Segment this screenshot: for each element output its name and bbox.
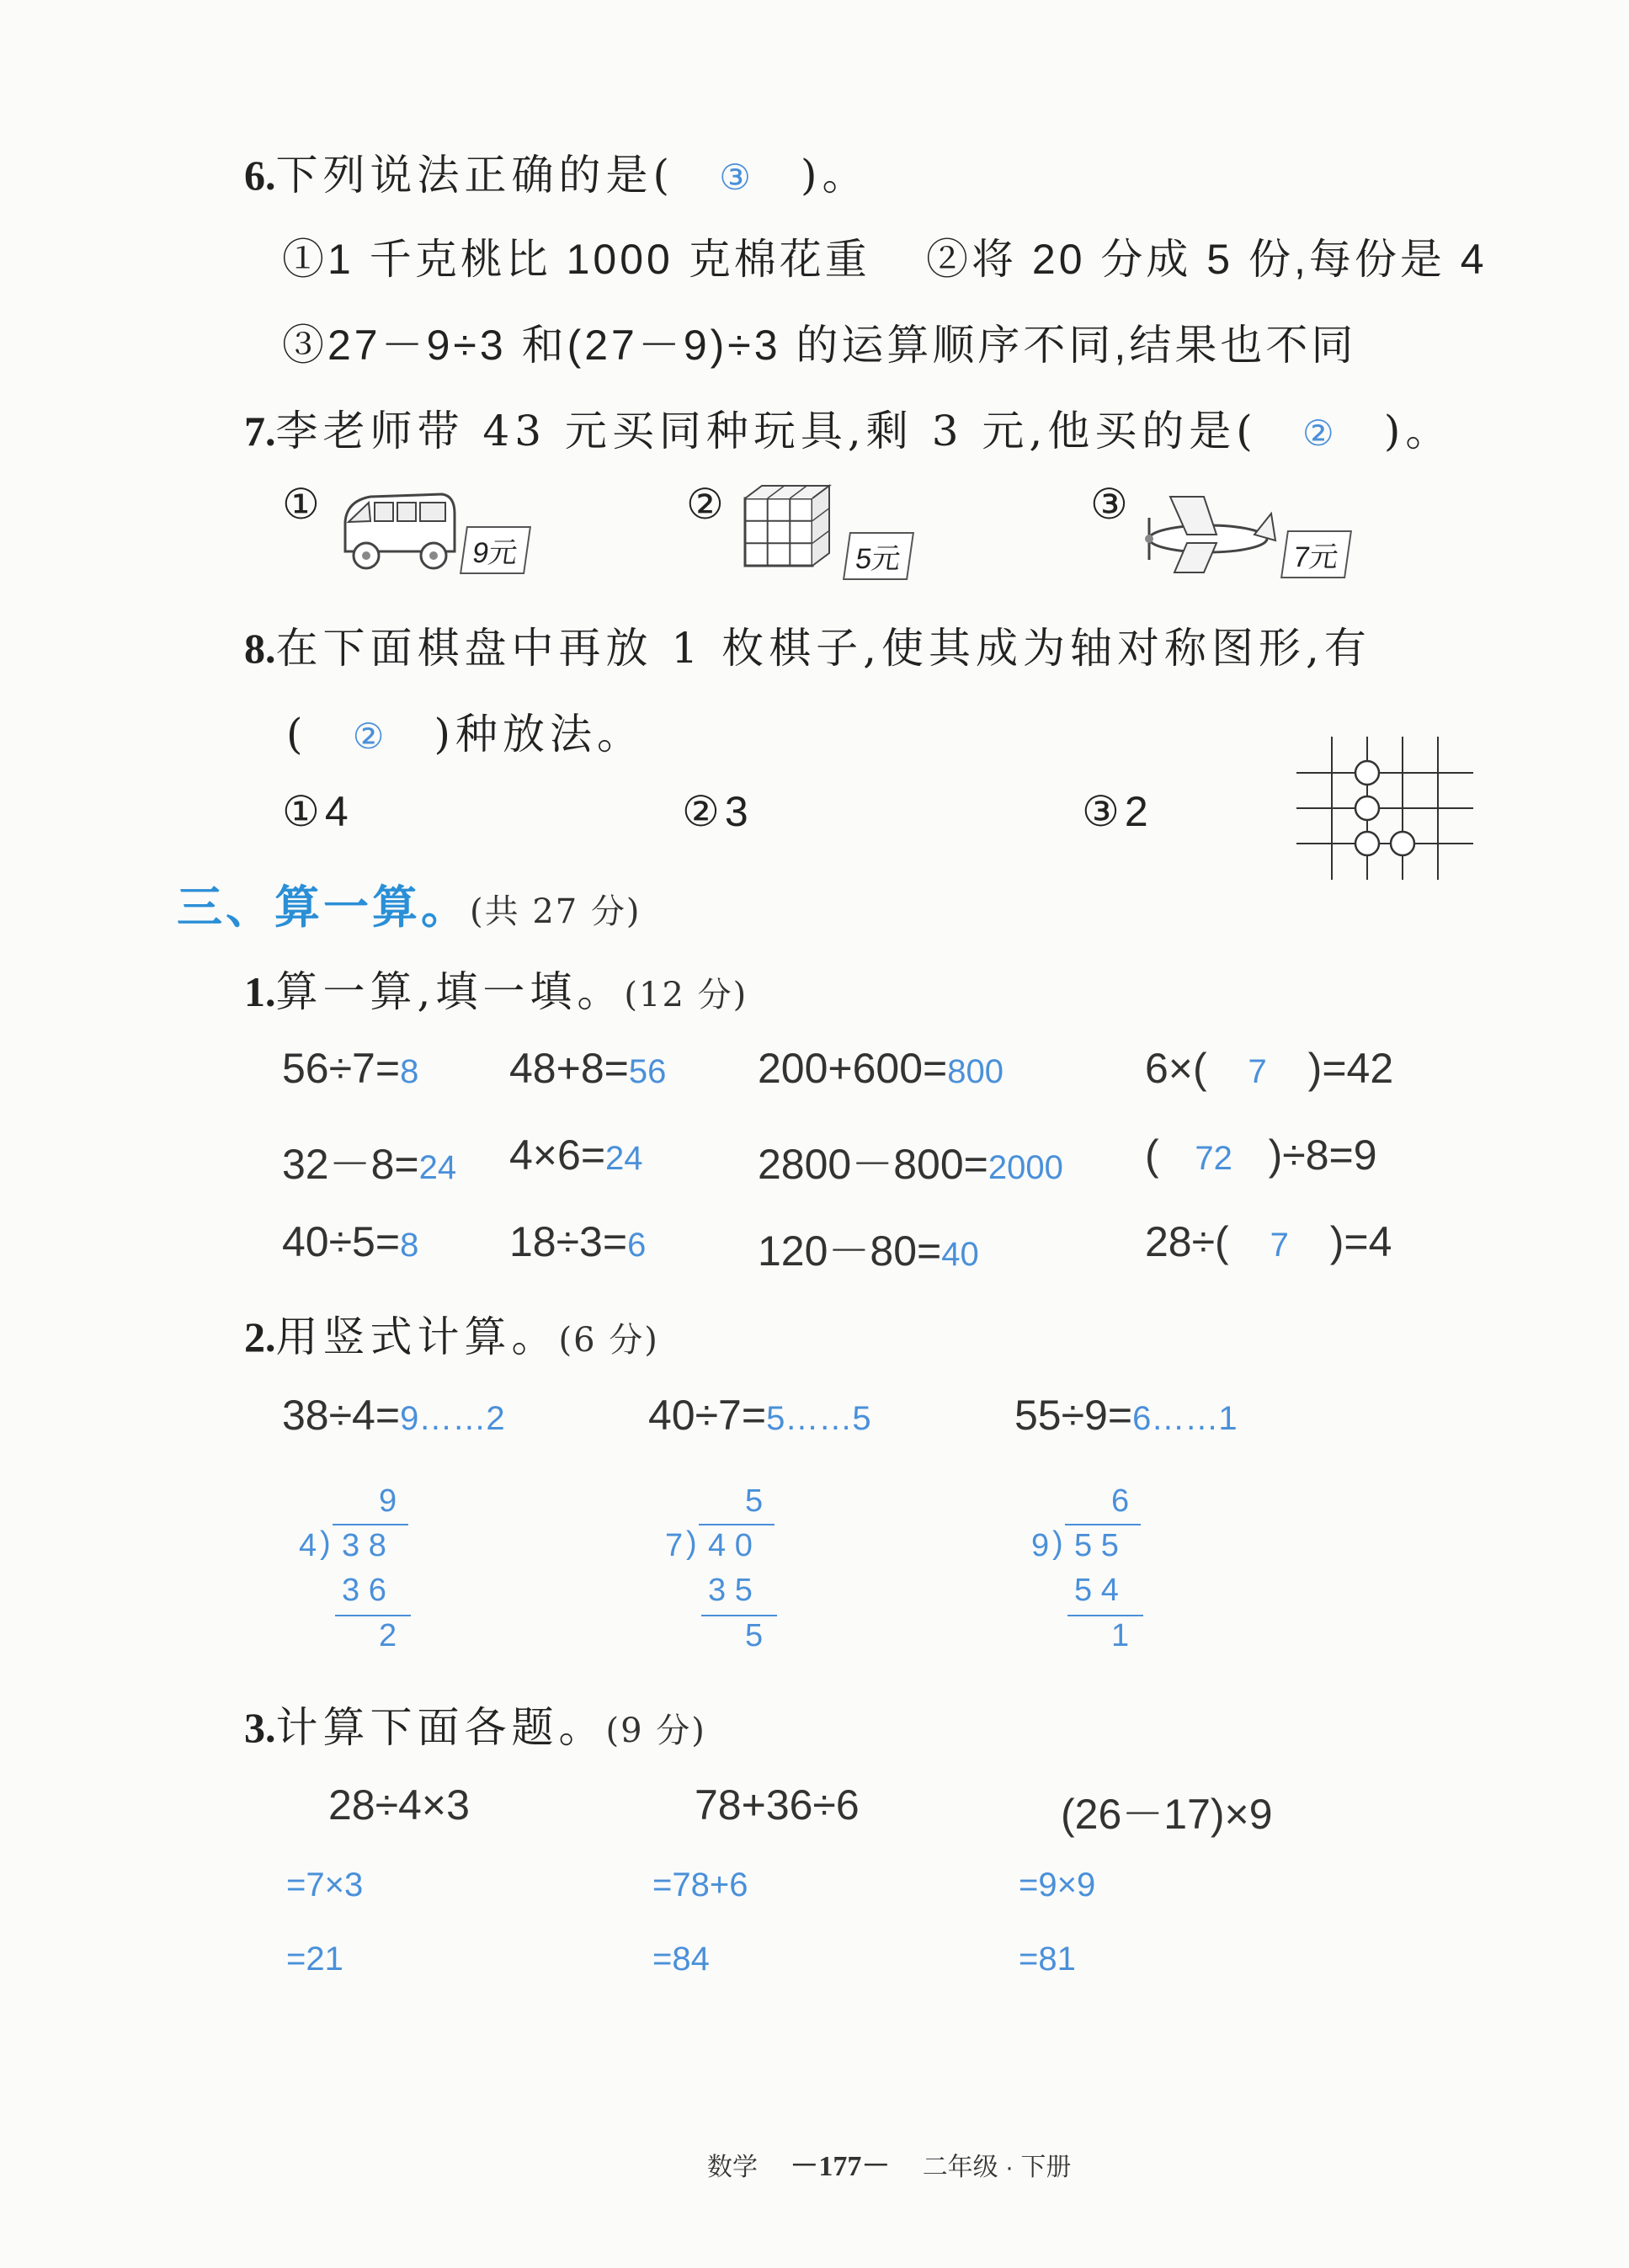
q6-stem-text: 下列说法正确的是( bbox=[275, 151, 675, 200]
part2-title: 用竖式计算。 bbox=[275, 1312, 559, 1361]
footer-subject: 数学 bbox=[707, 2154, 758, 2181]
division-expr-2: 40÷7=5……5 bbox=[648, 1392, 871, 1439]
part2-heading bbox=[244, 1303, 659, 1364]
calc-row2-item4: ( 72 )÷8=9 bbox=[1145, 1131, 1377, 1179]
q7-option-3-mark: ③ bbox=[1090, 481, 1133, 528]
part1-number: 1. bbox=[244, 968, 276, 1015]
ld1-quotient: 9 bbox=[379, 1483, 397, 1519]
q8-blank-line bbox=[286, 700, 644, 761]
calc-row1-item2: 48+8=56 bbox=[509, 1045, 667, 1092]
q6-number: 6. bbox=[244, 152, 276, 199]
calc-row3-item4: 28÷( 7 )=4 bbox=[1145, 1218, 1392, 1265]
q7-option-1-mark: ① bbox=[282, 481, 325, 528]
van-icon bbox=[337, 484, 463, 577]
q8-number: 8. bbox=[244, 625, 276, 672]
q6-answer: ③ bbox=[719, 157, 756, 197]
part3-points: (9 分) bbox=[605, 1712, 706, 1750]
calc-row2-item1: 32－8=24 bbox=[282, 1141, 457, 1188]
q8-option-3: ③2 bbox=[1082, 788, 1153, 835]
q6-option-2: ②将 20 分成 5 份,每份是 4 bbox=[926, 236, 1488, 283]
ld3-quotient: 6 bbox=[1111, 1483, 1130, 1519]
part3-heading bbox=[244, 1694, 706, 1754]
ld2-dividend: 4 0 bbox=[708, 1528, 753, 1563]
q8-option-1: ①4 bbox=[282, 788, 354, 835]
part2-points: (6 分) bbox=[558, 1321, 659, 1360]
ld2-quotient: 5 bbox=[745, 1483, 764, 1519]
calc-row2-item2: 4×6=24 bbox=[509, 1131, 643, 1179]
q6-stem bbox=[244, 141, 870, 202]
section-3-title: 三、算一算。 bbox=[177, 880, 470, 934]
q7-stem-text: 李老师带 43 元买同种玩具,剩 3 元,他买的是( bbox=[275, 407, 1258, 455]
ld2-remainder: 5 bbox=[745, 1618, 764, 1653]
q8-stem-text: 在下面棋盘中再放 1 枚棋子,使其成为轴对称图形,有 bbox=[275, 624, 1371, 673]
ld1-bracket: ) bbox=[320, 1525, 331, 1561]
ld2-bracket: ) bbox=[686, 1525, 697, 1561]
ld2-divisor: 7 bbox=[665, 1528, 684, 1563]
calc-row3-item3: 120－80=40 bbox=[758, 1227, 979, 1275]
q7-option-1-price: 9元 bbox=[460, 526, 531, 574]
division-expr-3: 55÷9=6……1 bbox=[1014, 1392, 1238, 1439]
mixed-step2-1: =21 bbox=[286, 1941, 343, 1978]
calc-row2-item3: 2800－800=2000 bbox=[758, 1141, 1063, 1188]
ld1-divisor: 4 bbox=[299, 1528, 317, 1563]
q6-close: )。 bbox=[801, 151, 870, 200]
section-3-points: (共 27 分) bbox=[470, 892, 641, 931]
q8-stem bbox=[244, 615, 1371, 675]
q8-answer: ② bbox=[352, 716, 390, 756]
chessboard-diagram bbox=[1296, 737, 1473, 880]
ld2-bracket-line bbox=[699, 1524, 775, 1525]
q8-open: ( bbox=[286, 710, 308, 759]
q7-option-2-mark: ② bbox=[686, 481, 729, 528]
mixed-step2-3: =81 bbox=[1019, 1941, 1076, 1978]
mixed-expr-2: 78+36÷6 bbox=[695, 1781, 860, 1829]
ld3-dividend: 5 5 bbox=[1074, 1528, 1119, 1563]
calc-row1-item4: 6×( 7 )=42 bbox=[1145, 1045, 1394, 1092]
ld1-subtract-line bbox=[335, 1615, 411, 1616]
mixed-step1-3: =9×9 bbox=[1019, 1866, 1096, 1903]
mixed-step1-1: =7×3 bbox=[286, 1866, 364, 1903]
ld2-subtract-line bbox=[701, 1615, 777, 1616]
ld3-subtract-line bbox=[1067, 1615, 1143, 1616]
ld3-product: 5 4 bbox=[1074, 1573, 1119, 1608]
ld2-product: 3 5 bbox=[708, 1573, 753, 1608]
ld1-product: 3 6 bbox=[342, 1573, 386, 1608]
ld3-bracket-line bbox=[1065, 1524, 1141, 1525]
q7-option-3-price: 7元 bbox=[1280, 530, 1352, 578]
q6-option-3: ③27－9÷3 和(27－9)÷3 的运算顺序不同,结果也不同 bbox=[282, 322, 1357, 369]
ld1-remainder: 2 bbox=[379, 1618, 397, 1653]
part3-title: 计算下面各题。 bbox=[275, 1703, 606, 1752]
q7-number: 7. bbox=[244, 407, 276, 455]
calc-row1-item1: 56÷7=8 bbox=[282, 1045, 419, 1092]
footer-grade: 二年级 · 下册 bbox=[922, 2154, 1072, 2181]
q6-option-1: ①1 千克桃比 1000 克棉花重 bbox=[282, 236, 870, 283]
page-footer bbox=[707, 2143, 1071, 2184]
ld3-bracket: ) bbox=[1052, 1525, 1063, 1561]
calc-row3-item2: 18÷3=6 bbox=[509, 1218, 647, 1265]
part3-number: 3. bbox=[244, 1704, 276, 1751]
part1-title: 算一算,填一填。 bbox=[275, 967, 625, 1016]
calc-row1-item3: 200+600=800 bbox=[758, 1045, 1003, 1092]
mixed-expr-3: (26－17)×9 bbox=[1061, 1791, 1273, 1838]
ld3-remainder: 1 bbox=[1111, 1618, 1130, 1653]
section-3-heading bbox=[177, 871, 641, 936]
q7-option-2-price: 5元 bbox=[843, 532, 914, 580]
division-expr-1: 38÷4=9……2 bbox=[282, 1392, 505, 1439]
q7-answer: ② bbox=[1302, 413, 1339, 453]
mixed-step2-2: =84 bbox=[652, 1941, 710, 1978]
ld1-dividend: 3 8 bbox=[342, 1528, 386, 1563]
q7-stem bbox=[244, 397, 1452, 458]
ld1-bracket-line bbox=[333, 1524, 408, 1525]
part1-points: (12 分) bbox=[624, 976, 748, 1014]
airplane-icon bbox=[1137, 488, 1280, 581]
cube-icon bbox=[741, 482, 833, 574]
q7-close: )。 bbox=[1383, 407, 1453, 455]
part1-heading bbox=[244, 958, 748, 1019]
q8-close: )种放法。 bbox=[434, 710, 645, 759]
mixed-step1-2: =78+6 bbox=[652, 1866, 748, 1903]
page-number: －177－ bbox=[790, 2151, 891, 2182]
part2-number: 2. bbox=[244, 1313, 276, 1360]
q8-option-2: ②3 bbox=[682, 788, 753, 835]
ld3-divisor: 9 bbox=[1031, 1528, 1050, 1563]
mixed-expr-1: 28÷4×3 bbox=[328, 1781, 470, 1829]
calc-row3-item1: 40÷5=8 bbox=[282, 1218, 419, 1265]
